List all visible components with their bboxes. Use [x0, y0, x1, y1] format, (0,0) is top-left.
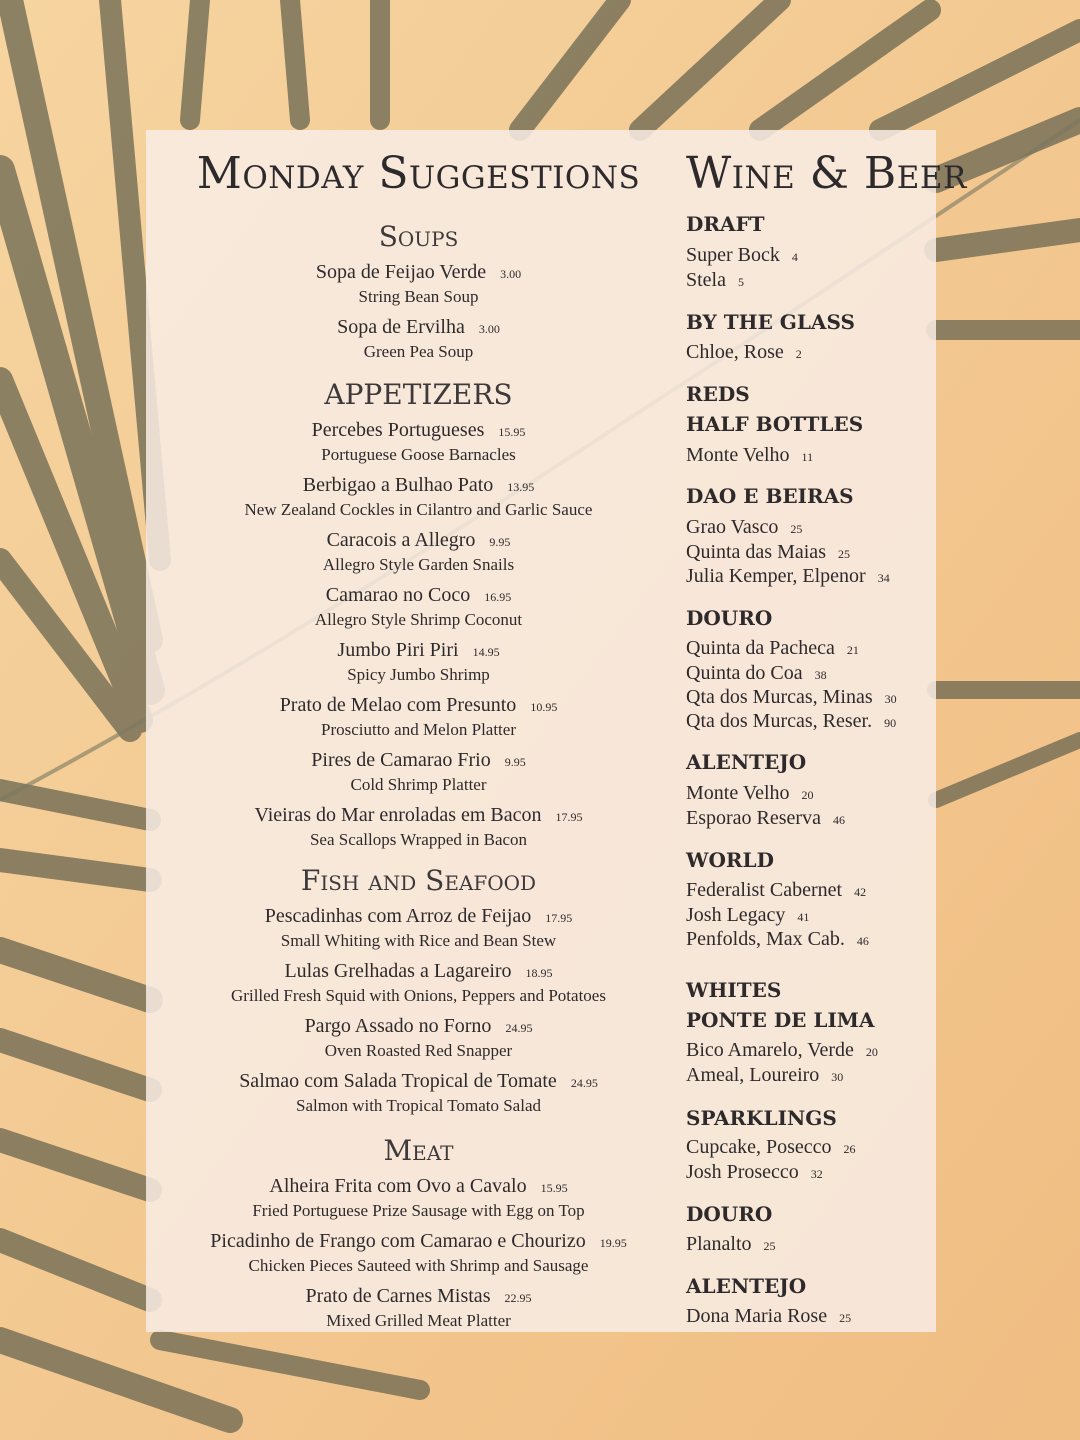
- wine-beer-title: Wine & Beer: [686, 148, 967, 199]
- item-line: [146, 1229, 691, 1255]
- item-description: Mixed Grilled Meat Platter: [326, 1311, 511, 1330]
- drink-entry: [686, 268, 744, 294]
- drink-name: Bico Amarelo, Verde: [686, 1039, 854, 1061]
- drink-name: Monte Velho: [686, 782, 790, 804]
- item-line: [146, 1014, 691, 1040]
- item-price: 16.95: [484, 590, 512, 604]
- item-name: Alheira Frita com Ovo a Cavalo: [269, 1175, 527, 1197]
- drink-price: 4: [791, 250, 798, 264]
- item-price: 19.95: [599, 1236, 627, 1250]
- menu-item: [146, 418, 691, 466]
- drink-entry: [686, 927, 869, 953]
- drink-name: Stela: [686, 269, 726, 291]
- item-price: 17.95: [555, 810, 583, 824]
- item-name: Prato de Carnes Mistas: [305, 1285, 491, 1307]
- drink-entry: [686, 1232, 776, 1258]
- drink-name: Cupcake, Posecco: [686, 1136, 832, 1158]
- drink-entry: [686, 1304, 851, 1330]
- item-price: 14.95: [472, 645, 500, 659]
- item-line: [146, 583, 691, 609]
- item-name: Percebes Portugueses: [311, 419, 485, 441]
- drink-name: Federalist Cabernet: [686, 879, 843, 901]
- drink-entry: [686, 1135, 856, 1161]
- drink-price: 21: [846, 643, 859, 657]
- item-name: Sopa de Ervilha: [337, 316, 465, 338]
- drink-price: 25: [763, 1239, 776, 1253]
- menu-item: [146, 803, 691, 851]
- item-name: Camarao no Coco: [325, 584, 471, 606]
- drink-name: Qta dos Murcas, Minas: [686, 686, 873, 708]
- drink-name: Planalto: [686, 1233, 752, 1255]
- drink-price: 34: [877, 571, 890, 585]
- drink-name: Josh Legacy: [686, 904, 786, 926]
- item-line: [146, 959, 691, 985]
- item-line: [146, 1174, 691, 1200]
- drink-name: Grao Vasco: [686, 516, 779, 538]
- item-name: Prato de Melao com Presunto: [279, 694, 517, 716]
- suggestions-column: [146, 130, 691, 1332]
- menu-item: [146, 1229, 691, 1277]
- drink-price: 41: [797, 910, 810, 924]
- drink-name: Super Bock: [686, 244, 780, 266]
- wine-category-heading: HALF BOTTLES: [686, 412, 864, 436]
- item-description: Green Pea Soup: [363, 342, 474, 361]
- drink-name: Esporao Reserva: [686, 807, 821, 829]
- item-price: 17.95: [545, 911, 573, 925]
- wine-category-heading: SPARKLINGS: [686, 1106, 837, 1130]
- drink-name: Josh Prosecco: [686, 1161, 799, 1183]
- drink-name: Ameal, Loureiro: [686, 1064, 820, 1086]
- item-price: 18.95: [525, 966, 553, 980]
- wine-category-heading: DOURO: [686, 606, 773, 630]
- item-description: Portuguese Goose Barnacles: [321, 445, 516, 464]
- drink-entry: [686, 340, 802, 366]
- wine-category-heading: DAO E BEIRAS: [686, 484, 854, 508]
- item-price: 22.95: [504, 1291, 532, 1305]
- item-price: 13.95: [507, 480, 535, 494]
- wine-category-heading: WORLD: [686, 848, 774, 872]
- drink-price: 2: [795, 347, 802, 361]
- drink-price: 26: [843, 1142, 856, 1156]
- item-line: [146, 528, 691, 554]
- wine-category-heading: BY THE GLASS: [686, 310, 855, 334]
- drink-price: 20: [801, 788, 814, 802]
- wine-category-heading: DRAFT: [686, 212, 765, 236]
- item-line: [146, 693, 691, 719]
- menu-panel: [146, 130, 967, 1332]
- item-price: 15.95: [540, 1181, 568, 1195]
- drink-entry: [686, 685, 897, 711]
- item-price: 24.95: [570, 1076, 598, 1090]
- drink-entry: [686, 636, 859, 662]
- menu-item: [146, 315, 691, 363]
- wine-category-heading: ALENTEJO: [686, 1274, 807, 1298]
- section-title: Fish and Seafood: [300, 864, 537, 897]
- section-title: Meat: [383, 1134, 454, 1167]
- drink-price: 25: [839, 1311, 852, 1325]
- wine-category-heading: PONTE DE LIMA: [686, 1008, 875, 1032]
- menu-item: [146, 528, 691, 576]
- item-description: Oven Roasted Red Snapper: [324, 1041, 513, 1060]
- drink-name: Dona Maria Rose: [686, 1305, 828, 1327]
- item-name: Salmao com Salada Tropical de Tomate: [239, 1070, 557, 1092]
- drink-name: Qta dos Murcas, Reser.: [686, 710, 873, 732]
- menu-item: [146, 1069, 691, 1117]
- item-line: [146, 748, 691, 774]
- drink-name: Chloe, Rose: [686, 341, 784, 363]
- item-name: Lulas Grelhadas a Lagareiro: [284, 960, 512, 982]
- drink-entry: [686, 1038, 878, 1064]
- drink-name: Julia Kemper, Elpenor: [686, 565, 866, 587]
- item-name: Berbigao a Bulhao Pato: [302, 474, 494, 496]
- wine-category-heading: REDS: [686, 382, 750, 406]
- item-name: Pargo Assado no Forno: [304, 1015, 492, 1037]
- item-description: New Zealand Cockles in Cilantro and Garlic Sauce: [244, 500, 593, 519]
- item-name: Pires de Camarao Frio: [311, 749, 491, 771]
- item-line: [146, 904, 691, 930]
- menu-item: [146, 1174, 691, 1222]
- drink-price: 30: [884, 692, 897, 706]
- menu-item: [146, 260, 691, 308]
- drink-entry: [686, 806, 845, 832]
- drink-price: 90: [884, 716, 897, 730]
- drink-name: Quinta do Coa: [686, 662, 803, 684]
- item-line: [146, 418, 691, 444]
- item-description: Small Whiting with Rice and Bean Stew: [280, 931, 557, 950]
- drink-entry: [686, 903, 809, 929]
- item-description: Spicy Jumbo Shrimp: [347, 665, 490, 684]
- item-line: [146, 473, 691, 499]
- item-line: [146, 1284, 691, 1310]
- item-description: Cold Shrimp Platter: [350, 775, 487, 794]
- drink-entry: [686, 878, 866, 904]
- item-name: Jumbo Piri Piri: [337, 639, 459, 661]
- drink-name: Quinta da Pacheca: [686, 637, 835, 659]
- drink-entry: [686, 661, 827, 687]
- item-name: Sopa de Feijao Verde: [315, 261, 487, 283]
- drink-price: 5: [738, 275, 744, 289]
- menu-item: [146, 638, 691, 686]
- item-description: Allegro Style Garden Snails: [322, 555, 515, 574]
- drink-entry: [686, 443, 813, 469]
- item-line: [146, 1069, 691, 1095]
- drink-price: 42: [854, 885, 867, 899]
- drink-price: 46: [856, 934, 869, 948]
- item-description: Prosciutto and Melon Platter: [320, 720, 516, 739]
- menu-item: [146, 473, 691, 521]
- section-title: Soups: [378, 220, 459, 253]
- drink-price: 25: [790, 522, 803, 536]
- menu-item: [146, 693, 691, 741]
- item-price: 9.95: [489, 535, 511, 549]
- item-price: 15.95: [498, 425, 526, 439]
- item-description: Grilled Fresh Squid with Onions, Peppers and Potatoes: [231, 986, 606, 1005]
- item-line: [146, 803, 691, 829]
- menu-item: [146, 1284, 691, 1332]
- item-price: 9.95: [504, 755, 526, 769]
- item-name: Caracois a Allegro: [326, 529, 476, 551]
- drink-entry: [686, 540, 850, 566]
- menu-item: [146, 583, 691, 631]
- item-name: Picadinho de Frango com Camarao e Chourizo: [210, 1230, 586, 1252]
- drink-name: Quinta das Maias: [686, 541, 826, 563]
- drink-price: 32: [810, 1167, 823, 1181]
- item-description: Sea Scallops Wrapped in Bacon: [309, 830, 528, 849]
- menu-item: [146, 904, 691, 952]
- item-description: Allegro Style Shrimp Coconut: [314, 610, 523, 629]
- section-title: APPETIZERS: [324, 378, 513, 411]
- menu-item: [146, 959, 691, 1007]
- page-title: Monday Suggestions: [196, 148, 641, 199]
- drink-entry: [686, 515, 802, 541]
- drink-price: 30: [831, 1070, 844, 1084]
- drink-price: 46: [832, 813, 845, 827]
- drink-entry: [686, 1063, 843, 1089]
- drink-entry: [686, 243, 798, 269]
- menu-item: [146, 748, 691, 796]
- wine-category-heading: WHITES: [686, 978, 782, 1002]
- wine-beer-column: [686, 130, 967, 1332]
- item-price: 3.00: [500, 267, 522, 281]
- drink-name: Penfolds, Max Cab.: [686, 928, 845, 950]
- wine-category-heading: DOURO: [686, 1202, 773, 1226]
- item-price: 3.00: [478, 322, 500, 336]
- item-name: Vieiras do Mar enroladas em Bacon: [254, 804, 542, 826]
- item-line: [146, 638, 691, 664]
- drink-entry: [686, 709, 896, 735]
- drink-price: 25: [837, 547, 850, 561]
- item-line: [146, 260, 691, 286]
- item-price: 24.95: [505, 1021, 533, 1035]
- wine-category-heading: ALENTEJO: [686, 750, 807, 774]
- item-price: 10.95: [530, 700, 558, 714]
- drink-price: 11: [801, 450, 814, 464]
- item-description: Salmon with Tropical Tomato Salad: [296, 1096, 541, 1115]
- menu-item: [146, 1014, 691, 1062]
- item-description: String Bean Soup: [358, 287, 479, 306]
- item-description: Fried Portuguese Prize Sausage with Egg on Top: [252, 1201, 585, 1220]
- drink-entry: [686, 1160, 823, 1186]
- drink-price: 38: [814, 668, 827, 682]
- drink-entry: [686, 781, 814, 807]
- drink-entry: [686, 564, 890, 590]
- item-name: Pescadinhas com Arroz de Feijao: [264, 905, 532, 927]
- drink-name: Monte Velho: [686, 444, 790, 466]
- item-line: [146, 315, 691, 341]
- drink-price: 20: [865, 1045, 878, 1059]
- item-description: Chicken Pieces Sauteed with Shrimp and Sausage: [248, 1256, 589, 1275]
